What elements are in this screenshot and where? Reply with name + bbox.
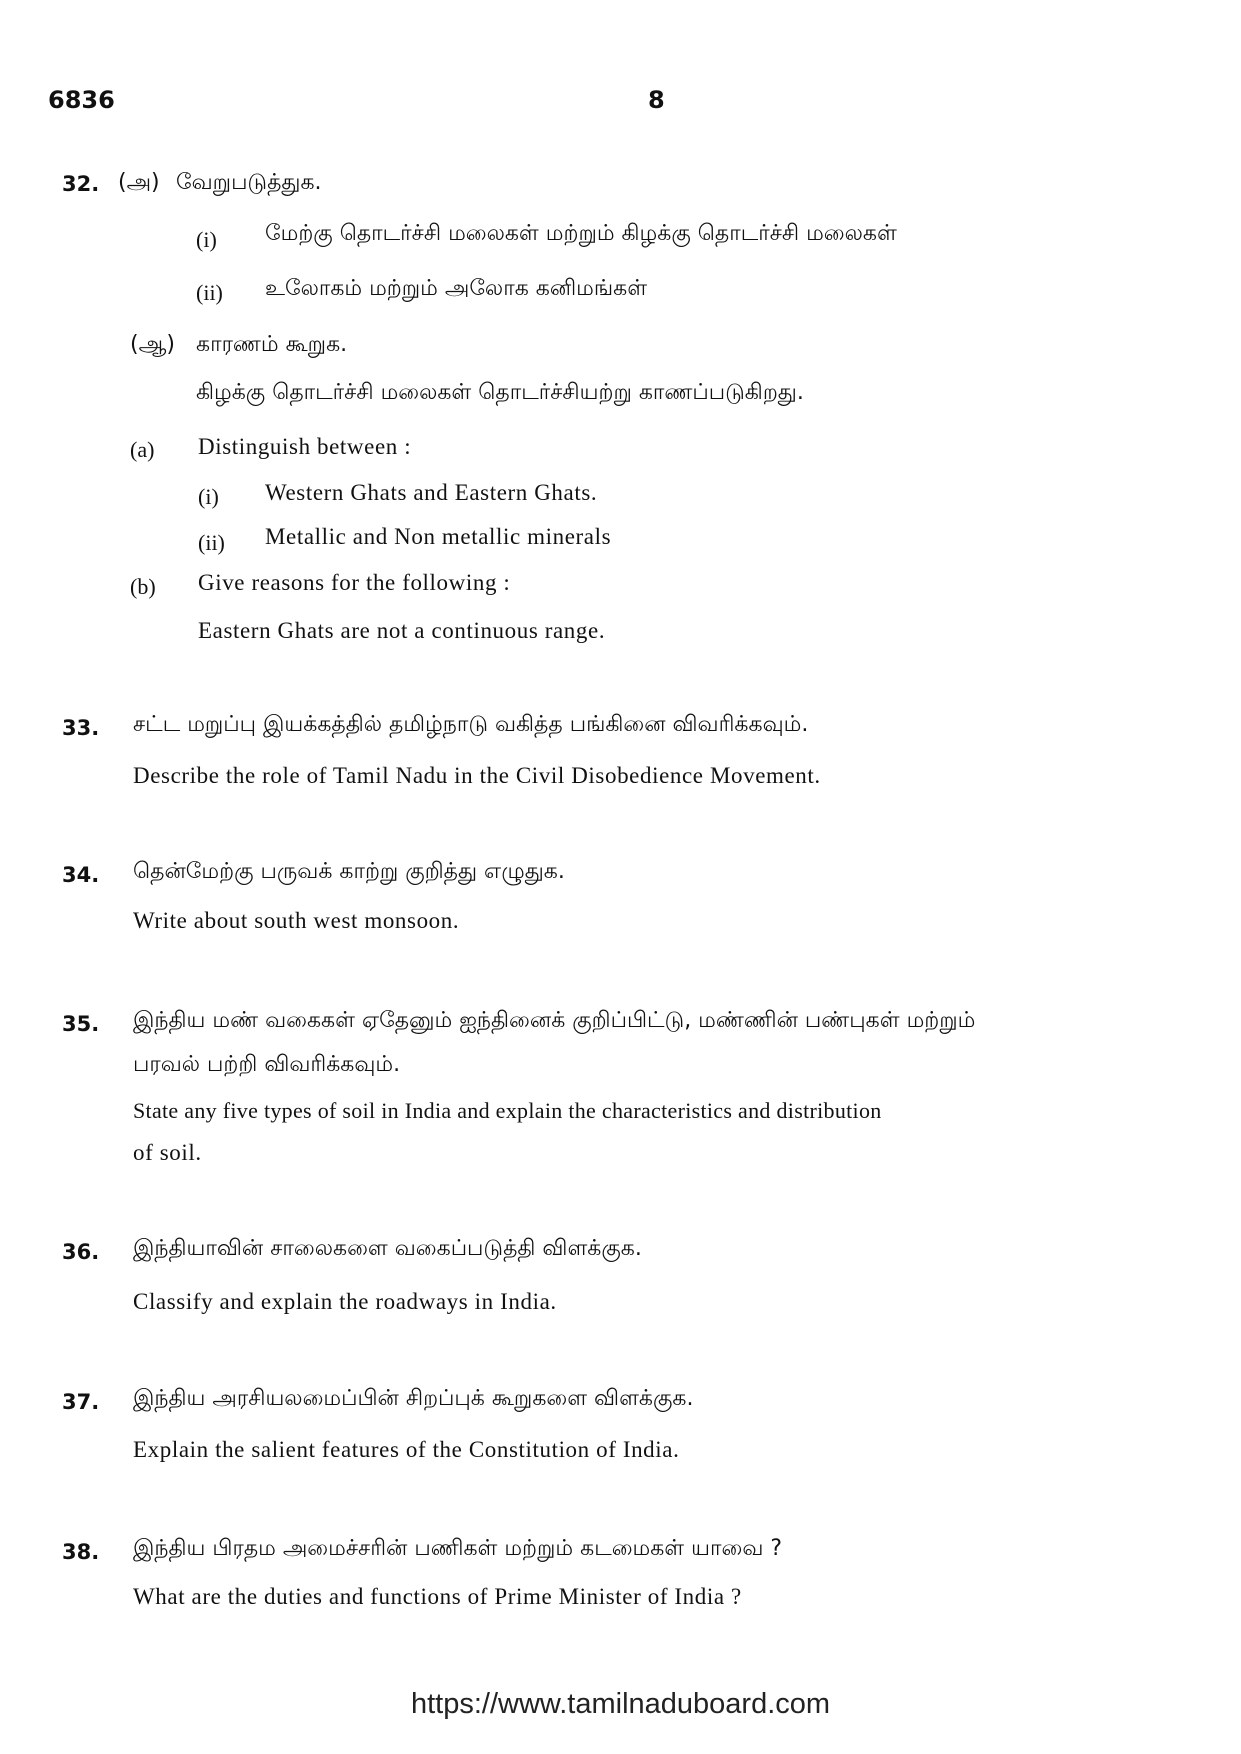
sub-marker: (b)	[130, 574, 156, 599]
question-text-en: Give reasons for the following :	[198, 570, 511, 595]
question-text-en: State any five types of soil in India and explain the characteristics and distribution	[133, 1098, 882, 1123]
question-text-en: Eastern Ghats are not a continuous range.	[198, 618, 606, 643]
question-text-en: Explain the salient features of the Constitution of India.	[133, 1437, 680, 1462]
question-text-ta: காரணம் கூறுக.	[196, 332, 348, 357]
question-text-en: Classify and explain the roadways in India.	[133, 1289, 557, 1314]
question-text-ta: சட்ட மறுப்பு இயக்கத்தில் தமிழ்நாடு வகித்த பங்கினை விவரிக்கவும்.	[133, 712, 809, 737]
item-marker: (ii)	[198, 530, 225, 555]
page-number: 8	[648, 86, 665, 114]
question-number: 32.	[62, 172, 100, 196]
question-number: 35.	[62, 1012, 100, 1036]
question-number: 33.	[62, 716, 100, 740]
question-text-en: What are the duties and functions of Prime Minister of India ?	[133, 1584, 742, 1609]
question-text-ta: இந்திய அரசியலமைப்பின் சிறப்புக் கூறுகளை விளக்குக.	[133, 1386, 694, 1411]
footer-url: https://www.tamilnaduboard.com	[410, 1688, 831, 1720]
question-number: 34.	[62, 863, 100, 887]
question-text-ta: வேறுபடுத்துக.	[176, 170, 322, 195]
sub-marker: (ஆ)	[130, 332, 175, 357]
question-text-en: Write about south west monsoon.	[133, 908, 460, 933]
question-number: 38.	[62, 1540, 100, 1564]
paper-code: 6836	[48, 86, 115, 114]
question-number: 37.	[62, 1390, 100, 1414]
question-text-ta: இந்தியாவின் சாலைகளை வகைப்படுத்தி விளக்குக.	[133, 1236, 642, 1261]
question-text-ta: பரவல் பற்றி விவரிக்கவும்.	[133, 1052, 401, 1077]
question-number: 36.	[62, 1240, 100, 1264]
question-text-ta: இந்திய பிரதம அமைச்சரின் பணிகள் மற்றும் கடமைகள் யாவை ?	[133, 1536, 783, 1561]
question-text-ta: உலோகம் மற்றும் அலோக கனிமங்கள்	[265, 276, 648, 301]
question-text-ta: மேற்கு தொடர்ச்சி மலைகள் மற்றும் கிழக்கு தொடர்ச்சி மலைகள்	[265, 221, 897, 246]
item-marker: (i)	[198, 484, 219, 509]
question-text-en: Describe the role of Tamil Nadu in the Civil Disobedience Movement.	[133, 763, 821, 788]
question-text-ta: இந்திய மண் வகைகள் ஏதேனும் ஐந்தினைக் குறிப்பிட்டு, மண்ணின் பண்புகள் மற்றும்	[133, 1008, 976, 1033]
question-text-en: of soil.	[133, 1140, 202, 1165]
sub-marker: (a)	[130, 437, 155, 462]
question-text-ta: கிழக்கு தொடர்ச்சி மலைகள் தொடர்ச்சியற்று காணப்படுகிறது.	[196, 380, 804, 405]
sub-marker: (அ)	[118, 170, 160, 195]
question-text-en: Metallic and Non metallic minerals	[265, 524, 612, 549]
question-text-en: Western Ghats and Eastern Ghats.	[265, 480, 598, 505]
question-text-en: Distinguish between :	[198, 434, 412, 459]
item-marker: (ii)	[196, 280, 223, 305]
question-text-ta: தென்மேற்கு பருவக் காற்று குறித்து எழுதுக.	[133, 859, 565, 884]
item-marker: (i)	[196, 227, 217, 252]
